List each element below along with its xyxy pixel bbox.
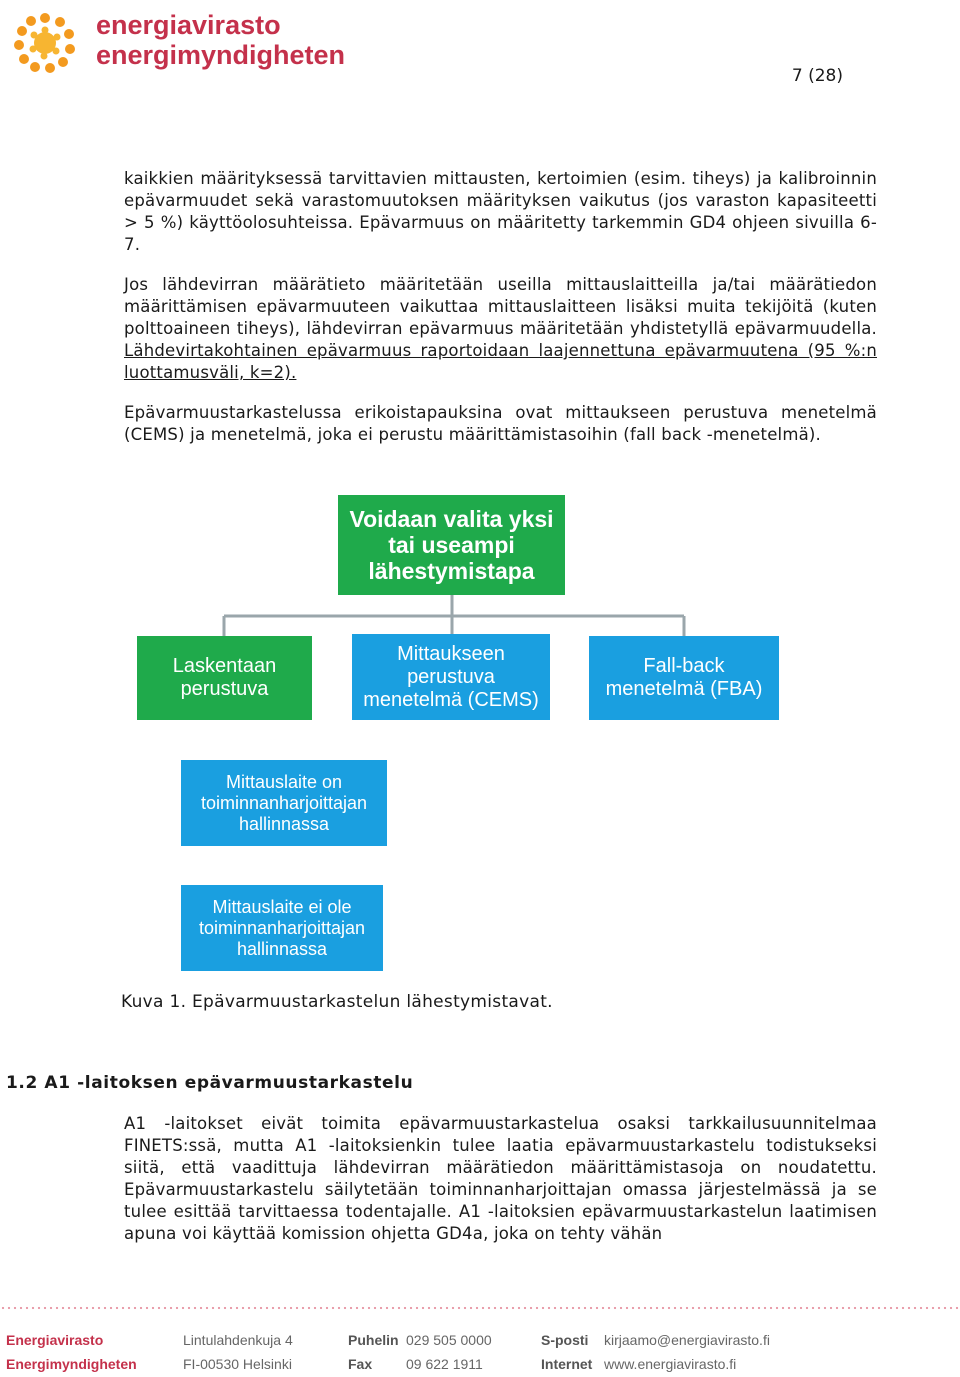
option2-line-1: Mittaukseen xyxy=(397,642,505,665)
fax-label: Fax xyxy=(348,1356,373,1372)
footer-dotted-divider xyxy=(0,1306,960,1310)
web-link[interactable]: www.energiavirasto.fi xyxy=(604,1356,737,1372)
page-number: 7 (28) xyxy=(791,66,843,86)
footer-street: Lintulahdenkuja 4 xyxy=(183,1332,293,1348)
option1-line-1: Laskentaan xyxy=(172,655,277,677)
sub1-line-3: hallinnassa xyxy=(238,813,330,834)
figure-caption: Kuva 1. Epävarmuustarkastelun lähestymistavat. xyxy=(121,992,553,1012)
option-cems-box xyxy=(352,634,550,720)
option3-line-1: Fall-back xyxy=(643,655,725,677)
sub2-line-1: Mittauslaite ei ole xyxy=(212,896,352,917)
footer-org-fi: Energiavirasto xyxy=(6,1332,104,1348)
footer-contact-values xyxy=(604,1328,770,1376)
option3-line-2: menetelmä (FBA) xyxy=(605,678,763,700)
footer-org-sv: Energimyndigheten xyxy=(6,1356,137,1372)
sub1-line-1: Mittauslaite on xyxy=(225,771,343,792)
sub1-line-2: toiminnanharjoittajan xyxy=(200,792,368,813)
underlined-statement: Lähdevirtakohtainen epävarmuus raportoidaan laajennettuna epävarmuutena (95 %:n luottamusväli, k=2). xyxy=(124,341,877,382)
phone-label: Puhelin xyxy=(348,1332,399,1348)
web-label: Internet xyxy=(541,1356,593,1372)
footer-org xyxy=(6,1328,137,1376)
root-line-1: Voidaan valita yksi xyxy=(349,506,554,532)
sub-operator-controlled-box xyxy=(181,760,387,846)
paragraph-text: Jos lähdevirran määrätieto määritetään useilla mittauslaitteilla ja/tai määrätiedon määrittämisen epävarmuuteen vaikuttaa mittauslaitteen lisäksi muita tekijöitä (kuten polttoaineen tiheys), lähdevirran epävarmuus määritetään yhdistetyllä epävarmuudella. xyxy=(124,275,877,338)
footer-contact-labels xyxy=(541,1328,592,1376)
sun-logo-icon xyxy=(6,4,84,82)
option-fallback-box xyxy=(589,636,779,720)
footer-phone-values xyxy=(406,1328,492,1376)
logo-line-2: energimyndigheten xyxy=(96,40,346,70)
footer-postal: FI-00530 Helsinki xyxy=(183,1356,292,1372)
logo-wordmark xyxy=(96,10,345,70)
paragraph-uncertainty-sources: kaikkien määrityksessä tarvittavien mittausten, kertoimien (esim. tiheys) ja kalibroinnin epävarmuudet sekä varastomuutoksen määrityksen vaikutus (jos varaston kapasiteetti > 5 %) käyttöolosuhteissa. Epävarmuus on määritetty tarkemmin GD4 ohjeen sivuilla 6-7. xyxy=(124,169,877,254)
option1-line-2: perustuva xyxy=(180,678,269,700)
option2-line-3: menetelmä (CEMS) xyxy=(363,688,539,711)
phone-number: 029 505 0000 xyxy=(406,1332,492,1348)
diagram-root-box xyxy=(338,495,565,595)
footer-phone-labels xyxy=(348,1328,399,1376)
logo-line-1: energiavirasto xyxy=(96,10,281,40)
root-line-3: lähestymistapa xyxy=(368,558,535,584)
sub-not-operator-controlled-box xyxy=(181,885,383,971)
paragraph-special-cases: Epävarmuustarkastelussa erikoistapauksina ovat mittaukseen perustuva menetelmä (CEMS) ja menetelmä, joka ei perustu määrittämistasoihin (fall back -menetelmä). xyxy=(124,403,877,444)
section-heading: 1.2 A1 -laitoksen epävarmuustarkastelu xyxy=(6,1073,414,1093)
option2-line-2: perustuva xyxy=(407,665,495,688)
paragraph-a1-plants: A1 -laitokset eivät toimita epävarmuustarkastelua osaksi tarkkailusuunnitelmaa FINETS:ssä, mutta A1 -laitoksienkin tulee laatia epävarmuustarkastelu todistukseksi siitä, että vaadittuja lähdevirran määrätiedon määrittämistasoja on noudatettu. Epävarmuustarkastelu säilytetään toiminnanharjoittajan omassa järjestelmässä ja se tulee esittää tarvittaessa todentajalle. A1 -laitoksien epävarmuustarkastelun laatimisen apuna voi käyttää komission ohjetta GD4a, joka on tehty vähän xyxy=(124,1114,877,1243)
email-label: S-posti xyxy=(541,1332,589,1348)
sub2-line-2: toiminnanharjoittajan xyxy=(198,917,366,938)
fax-number: 09 622 1911 xyxy=(406,1356,483,1372)
footer-address xyxy=(183,1328,293,1376)
email-link[interactable]: kirjaamo@energiavirasto.fi xyxy=(604,1332,770,1348)
option-calculation-box xyxy=(137,636,312,720)
root-line-2: tai useampi xyxy=(388,532,515,558)
paragraph-combined-uncertainty xyxy=(124,274,877,384)
sub2-line-3: hallinnassa xyxy=(236,938,328,959)
